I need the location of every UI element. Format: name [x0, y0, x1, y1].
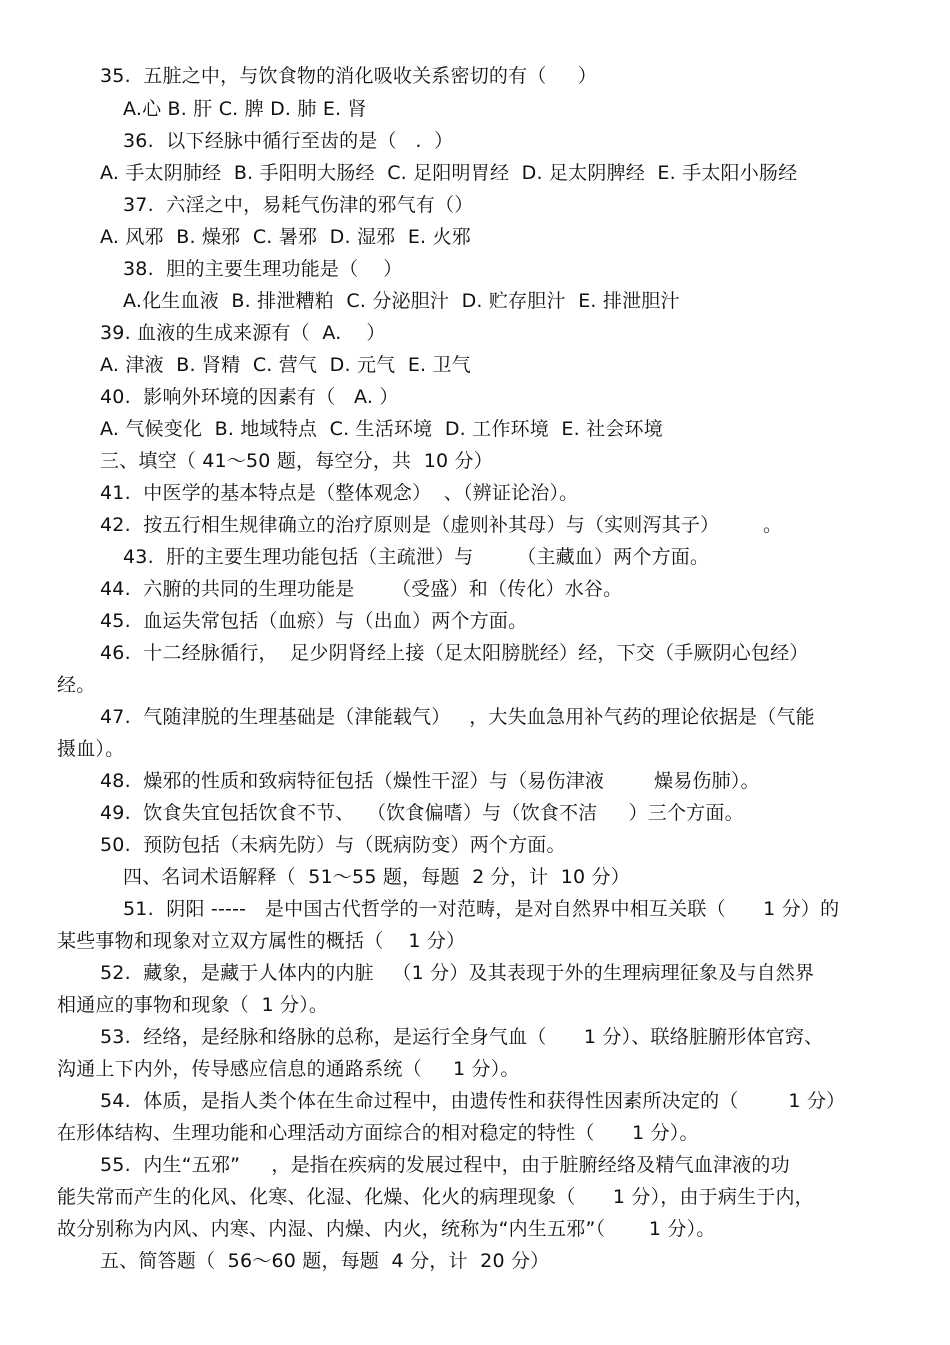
section-fill-blank-heading: 三、填空（ 41～50 题，每空分，共 10 分） — [100, 450, 493, 472]
answer-49: 49. 饮食失宜包括饮食不节、 （饮食偏嗜）与（饮食不洁 ）三个方面。 — [100, 802, 744, 824]
options-37: A. 风邪 B. 燥邪 C. 暑邪 D. 湿邪 E. 火邪 — [100, 226, 471, 248]
question-40: 40. 影响外环境的因素有（ A. ） — [100, 386, 399, 408]
question-37: 37. 六淫之中，易耗气伤津的邪气有（） — [123, 194, 474, 216]
question-39: 39. 血液的生成来源有（ A. ） — [100, 322, 386, 344]
section-terms-heading: 四、名词术语解释（ 51～55 题，每题 2 分，计 10 分） — [123, 866, 630, 888]
answer-45: 45. 血运失常包括（血瘀）与（出血）两个方面。 — [100, 610, 528, 632]
options-39: A. 津液 B. 肾精 C. 营气 D. 元气 E. 卫气 — [100, 354, 471, 376]
term-51-cont: 某些事物和现象对立双方属性的概括（ 1 分） — [57, 930, 466, 952]
answer-47: 47. 气随津脱的生理基础是（津能载气） ，大失血急用补气药的理论依据是（气能 — [100, 706, 815, 728]
term-52-cont: 相通应的事物和现象（ 1 分）。 — [57, 994, 329, 1016]
term-54: 54. 体质，是指人类个体在生命过程中，由遗传性和获得性因素所决定的（ 1 分） — [100, 1090, 846, 1112]
answer-46-cont: 经。 — [57, 674, 96, 696]
answer-48: 48. 燥邪的性质和致病特征包括（燥性干涩）与（易伤津液 燥易伤肺）。 — [100, 770, 760, 792]
options-35: A.心 B. 肝 C. 脾 D. 肺 E. 肾 — [123, 98, 367, 120]
answer-50: 50. 预防包括（未病先防）与（既病防变）两个方面。 — [100, 834, 566, 856]
term-55: 55. 内生“五邪” ，是指在疾病的发展过程中，由于脏腑经络及精气血津液的功 — [100, 1154, 790, 1176]
term-53: 53. 经络，是经脉和络脉的总称，是运行全身气血（ 1 分）、联络脏腑形体官窍、 — [100, 1026, 824, 1048]
term-52: 52. 藏象，是藏于人体内的内脏 （1 分）及其表现于外的生理病理征象及与自然界 — [100, 962, 815, 984]
options-38: A.化生血液 B. 排泄糟粕 C. 分泌胆汁 D. 贮存胆汁 E. 排泄胆汁 — [123, 290, 680, 312]
question-35: 35. 五脏之中，与饮食物的消化吸收关系密切的有（ ） — [100, 65, 597, 87]
answer-43: 43. 肝的主要生理功能包括（主疏泄）与 （主藏血）两个方面。 — [123, 546, 710, 568]
term-53-cont: 沟通上下内外，传导感应信息的通路系统（ 1 分）。 — [57, 1058, 520, 1080]
section-short-answer-heading: 五、简答题（ 56～60 题，每题 4 分，计 20 分） — [100, 1250, 550, 1272]
term-55-cont-2: 故分别称为内风、内寒、内湿、内燥、内火，统称为“内生五邪”（ 1 分）。 — [57, 1218, 716, 1240]
question-36: 36. 以下经脉中循行至齿的是（ . ） — [123, 130, 454, 152]
answer-46: 46. 十二经脉循行， 足少阴肾经上接（足太阳膀胱经）经，下交（手厥阴心包经） — [100, 642, 809, 664]
question-38: 38. 胆的主要生理功能是（ ） — [123, 258, 403, 280]
term-51: 51. 阴阳 ----- 是中国古代哲学的一对范畴，是对自然界中相互关联（ 1 分）的 — [123, 898, 840, 920]
options-36: A. 手太阴肺经 B. 手阳明大肠经 C. 足阳明胃经 D. 足太阴脾经 E. 手太阳小肠经 — [100, 162, 798, 184]
answer-41: 41. 中医学的基本特点是（整体观念） 、（辨证论治）。 — [100, 482, 579, 504]
answer-42: 42. 按五行相生规律确立的治疗原则是（虚则补其母）与（实则泻其子） 。 — [100, 514, 783, 536]
answer-44: 44. 六腑的共同的生理功能是 （受盛）和（传化）水谷。 — [100, 578, 623, 600]
options-40: A. 气候变化 B. 地域特点 C. 生活环境 D. 工作环境 E. 社会环境 — [100, 418, 663, 440]
term-54-cont: 在形体结构、生理功能和心理活动方面综合的相对稳定的特性（ 1 分）。 — [57, 1122, 699, 1144]
answer-47-cont: 摄血）。 — [57, 738, 125, 760]
term-55-cont-1: 能失常而产生的化风、化寒、化湿、化燥、化火的病理现象（ 1 分），由于病生于内， — [57, 1186, 814, 1208]
